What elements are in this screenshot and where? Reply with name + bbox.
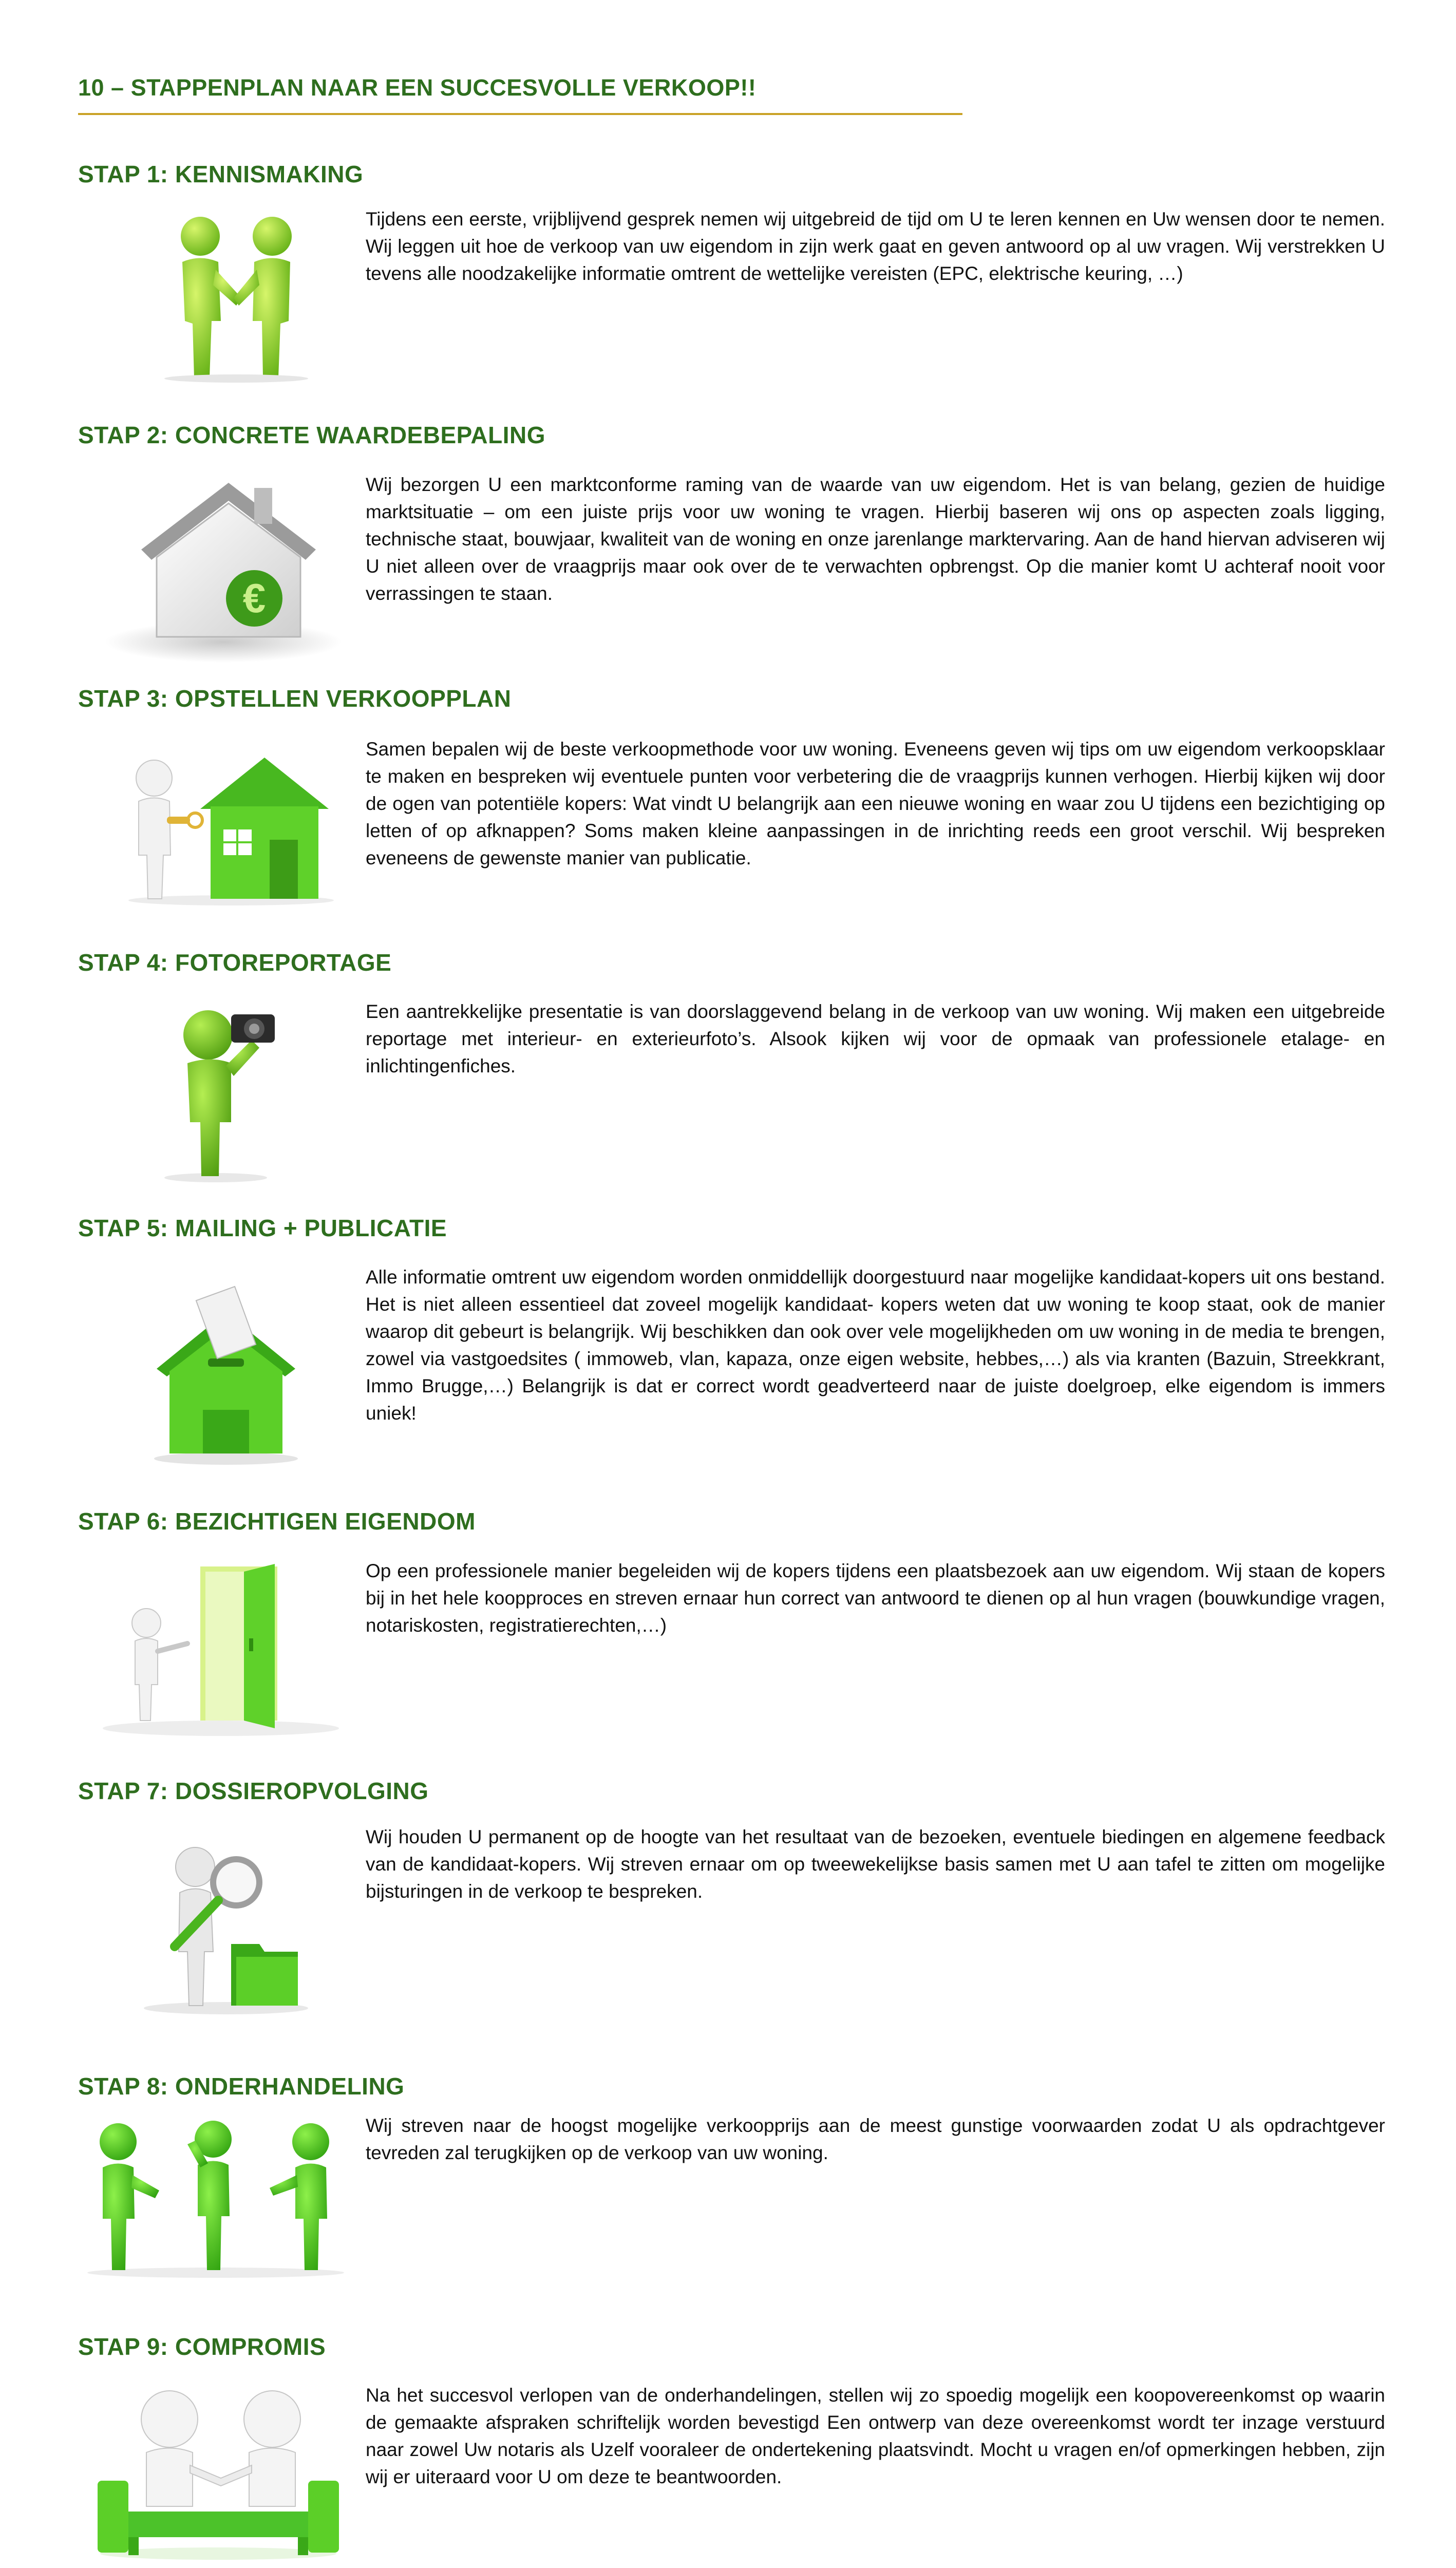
figures-shaking-hands-icon: [98, 2383, 339, 2563]
step-5-text: Alle informatie omtrent uw eigendom worden onmiddellijk doorgestuurd naar mogelijke kandidaat-kopers uit ons bestand. Het is niet alleen essentieel dat zoveel mogelijk kandidaat- kopers weten dat uw woning te koop staat, ook de manier waarop dit gebeurt is belangrijk. Wij beschikken dan ook over vele mogelijkheden om uw woning in de media te brengen, zowel via vastgoedsites ( immoweb, vlan, kapaza, onze eigen website, hebbes,…) als via kranten (Bazuin, Streekkrant, Immo Brugge,…) Belangrijk is dat er correct wordt geadverteerd naar de juiste doelgroep, elke eigendom is immers uniek!: [366, 1267, 1385, 1424]
house-mailbox-icon: [149, 1281, 303, 1469]
step-1-text: Tijdens een eerste, vrijblijvend gesprek nemen wij uitgebreid de tijd om U te leren kennen en Uw wensen door te nemen. Wij leggen uit hoe de verkoop van uw eigendom in zijn werk gaat en geven antwoord op al uw vragen. Wij verstrekken U tevens alle noodzakelijke informatie omtrent de wettelijke vereisten (EPC, elektrische keuring, …): [366, 209, 1385, 284]
step-6-text: Op een professionele manier begeleiden wij de kopers tijdens een plaatsbezoek aan uw eigendom. Wij staan de kopers bij in het hele koopproces en streven ernaar hun correct van antwoord te dienen op al hun vragen (bouwkundige vragen, notariskosten, registratierechten,…): [366, 1560, 1385, 1636]
step-6-heading: STAP 6: BEZICHTIGEN EIGENDOM: [78, 1508, 476, 1535]
step-3-heading: STAP 3: OPSTELLEN VERKOOPPLAN: [78, 685, 512, 712]
euro-house-icon: [100, 473, 347, 665]
step-7-heading: STAP 7: DOSSIEROPVOLGING: [78, 1778, 429, 1804]
step-1-heading: STAP 1: KENNISMAKING: [78, 161, 364, 187]
title-divider: [78, 113, 962, 115]
step-2-text: Wij bezorgen U een marktconforme raming van de waarde van uw eigendom. Het is van belang, gezien de huidige marktsituatie – om een juiste prijs voor uw woning te vragen. Hierbij baseren wij ons op aspecten zoals ligging, technische staat, bouwjaar, kwaliteit van de woning en onze jarenlange marktervaring. Aan de hand hiervan adviseren wij U niet alleen over de vraagprijs maar ook over de te verwachten opbrengst. Op die manier komt U achteraf nooit voor verrassingen te staan.: [366, 474, 1385, 604]
step-2-heading: STAP 2: CONCRETE WAARDEBEPALING: [78, 422, 546, 448]
page-title: 10 – STAPPENPLAN NAAR EEN SUCCESVOLLE VERKOOP!!: [78, 74, 757, 101]
figure-with-magnifier-icon: [139, 1836, 313, 2018]
figure-at-door-icon: [100, 1561, 342, 1739]
step-9-heading: STAP 9: COMPROMIS: [78, 2333, 326, 2360]
step-5-heading: STAP 5: MAILING + PUBLICATIE: [78, 1215, 447, 1241]
step-8-heading: STAP 8: ONDERHANDELING: [78, 2073, 405, 2100]
step-4-heading: STAP 4: FOTOREPORTAGE: [78, 949, 392, 976]
step-7-text: Wij houden U permanent op de hoogte van het resultaat van de bezoeken, eventuele biedingen en algemene feedback van de kandidaat-kopers. Wij streven ernaar om op tweewekelijkse basis samen met U aan tafel te zitten om mogelijke bijsturingen in de verkoop te bespreken.: [366, 1826, 1385, 1902]
step-8-text: Wij streven naar de hoogst mogelijke verkoopprijs aan de meest gunstige voorwaarden zodat U als opdrachtgever tevreden zal terugkijken op de verkoop van uw woning.: [366, 2115, 1385, 2163]
step-9-text: Na het succesvol verlopen van de onderhandelingen, stellen wij zo spoedig mogelijk een koopovereenkomst op waarin de gemaakte afspraken schriftelijk worden bevestigd Een ontwerp van deze overeenkomst wordt ter inzage verstuurd naar zowel Uw notaris als Uzelf vooraleer de ondertekening plaatsvindt. Mocht u vragen en/of opmerkingen hebben, zijn wij er uiteraard voor U om deze te beantwoorden.: [366, 2385, 1385, 2487]
svg-text:€: €: [242, 575, 266, 621]
step-4-text: Een aantrekkelijke presentatie is van doorslaggevend belang in de verkoop van uw woning. Wij maken een uitgebreide reportage met interieur- en exterieurfoto’s. Alsook kijken wij voor de opmaak van professionele etalage- en inlichtingenfiches.: [366, 1001, 1385, 1077]
figure-with-camera-icon: [159, 999, 282, 1186]
figure-with-key-house-icon: [123, 752, 339, 909]
step-3-text: Samen bepalen wij de beste verkoopmethode voor uw woning. Eveneens geven wij tips om uw eigendom verkoopsklaar te maken en bespreken wij eventuele punten voor verbetering die de vraagprijs kunnen verhogen. Hierbij kijken wij door de ogen van potentiële kopers: Wat vindt U belangrijk aan een nieuwe woning en waar zou U tijdens een bezichtiging op letten of op afknappen? Soms maken kleine aanpassingen in de inrichting reeds een groot verschil. Wij bespreken eveneens de gewenste manier van publicatie.: [366, 739, 1385, 868]
three-discussing-figures-icon: [82, 2116, 349, 2283]
handshake-figures-icon: [154, 213, 318, 385]
